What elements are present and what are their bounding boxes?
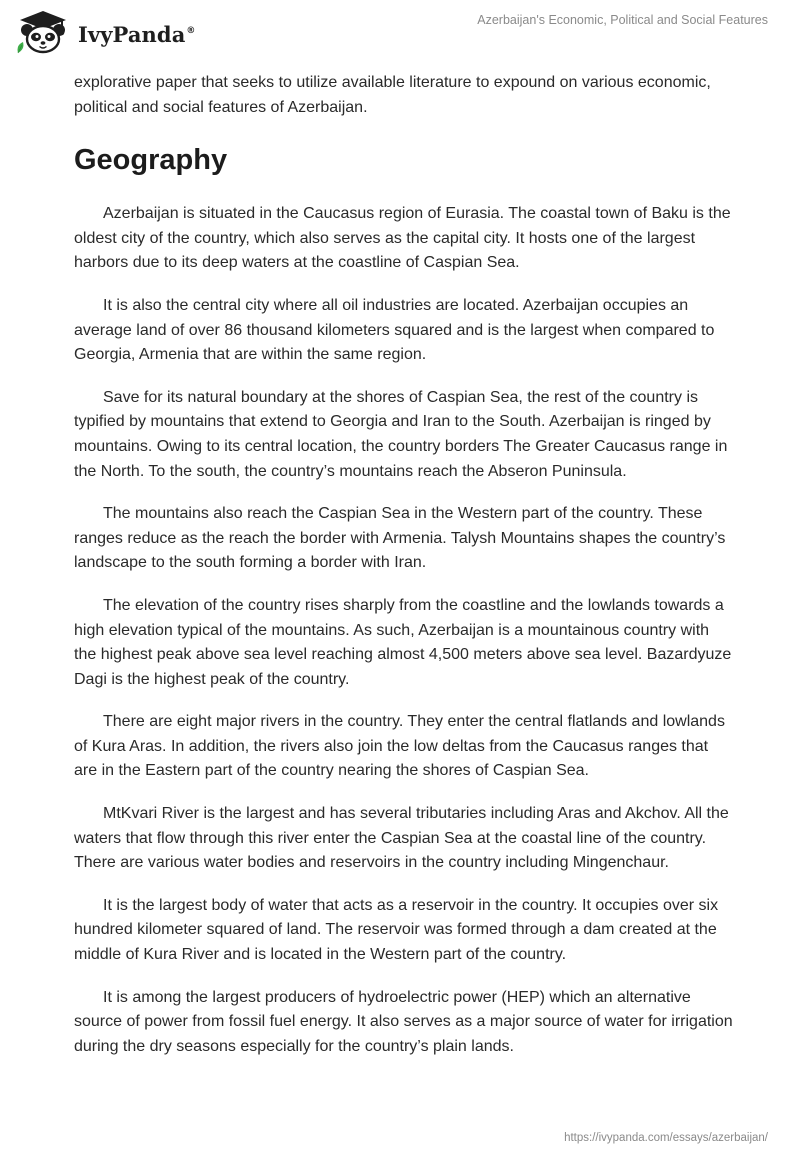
panda-graduate-icon <box>14 9 72 55</box>
logo-text: IvyPanda® <box>78 21 196 47</box>
body-paragraph: MtKvari River is the largest and has several tributaries including Aras and Akchov. All the waters that flow through this river enter the Caspian Sea at the coastal line of the country. There are various water bodies and reservoirs in the country including Mingenchaur. <box>74 805 729 872</box>
essay-content <box>74 71 734 1077</box>
body-paragraph: The mountains also reach the Caspian Sea in the Western part of the country. These ranges reduce as the reach the border with Armenia. Talysh Mountains shapes the country’s landscape to the south forming a border with Iran. <box>74 505 726 572</box>
body-paragraph: It is also the central city where all oil industries are located. Azerbaijan occupies an average land of over 86 thousand kilometers squared and is the largest when compared to Georgia, Armenia that are within the same region. <box>74 296 715 364</box>
body-paragraph: The elevation of the country rises sharply from the coastline and the lowlands towards a high elevation typical of the mountains. As such, Azerbaijan is a mountainous country with the highest peak above sea level reaching almost 4,500 meters above sea level. Bazardyuze Dagi is the highest peak of the country. <box>74 596 732 688</box>
section-heading: Geography <box>74 144 228 177</box>
ivypanda-logo[interactable] <box>14 9 195 55</box>
body-paragraph: Azerbaijan is situated in the Caucasus region of Eurasia. The coastal town of Baku is the oldest city of the country, which also serves as the capital city. It hosts one of the largest harbors due to its deep waters at the coastline of Caspian Sea. <box>74 205 731 272</box>
intro-paragraph-continuation: explorative paper that seeks to utilize available literature to expound on various economic, political and social features of Azerbaijan. <box>74 74 711 116</box>
document-title: Azerbaijan's Economic, Political and Social Features <box>477 13 768 27</box>
registered-mark: ® <box>186 25 196 36</box>
body-paragraph: There are eight major rivers in the country. They enter the central flatlands and lowlands of Kura Aras. In addition, the rivers also join the low deltas from the Caucasus ranges that are in the Eastern part of the country nearing the shores of Caspian Sea. <box>74 713 725 780</box>
page-header <box>0 0 800 64</box>
body-paragraph: It is the largest body of water that acts as a reservoir in the country. It occupies over six hundred kilometer squared of land. The reservoir was formed through a dam created at the middle of Kura River and is located in the Western part of the country. <box>74 896 719 964</box>
source-url-link[interactable]: https://ivypanda.com/essays/azerbaijan/ <box>564 1132 768 1144</box>
body-paragraph: It is among the largest producers of hydroelectric power (HEP) which an alternative source of power from fossil fuel energy. It also serves as a major source of water for irrigation during the dry seasons especially for the country’s plain lands. <box>74 988 733 1055</box>
body-paragraph: Save for its natural boundary at the shores of Caspian Sea, the rest of the country is typified by mountains that extend to Georgia and Iran to the South. Azerbaijan is ringed by mountains. Owing to its central location, the country borders The Greater Caucasus range in the North. To the south, the country’s mountains reach the Abseron Puninsula. <box>74 388 728 480</box>
